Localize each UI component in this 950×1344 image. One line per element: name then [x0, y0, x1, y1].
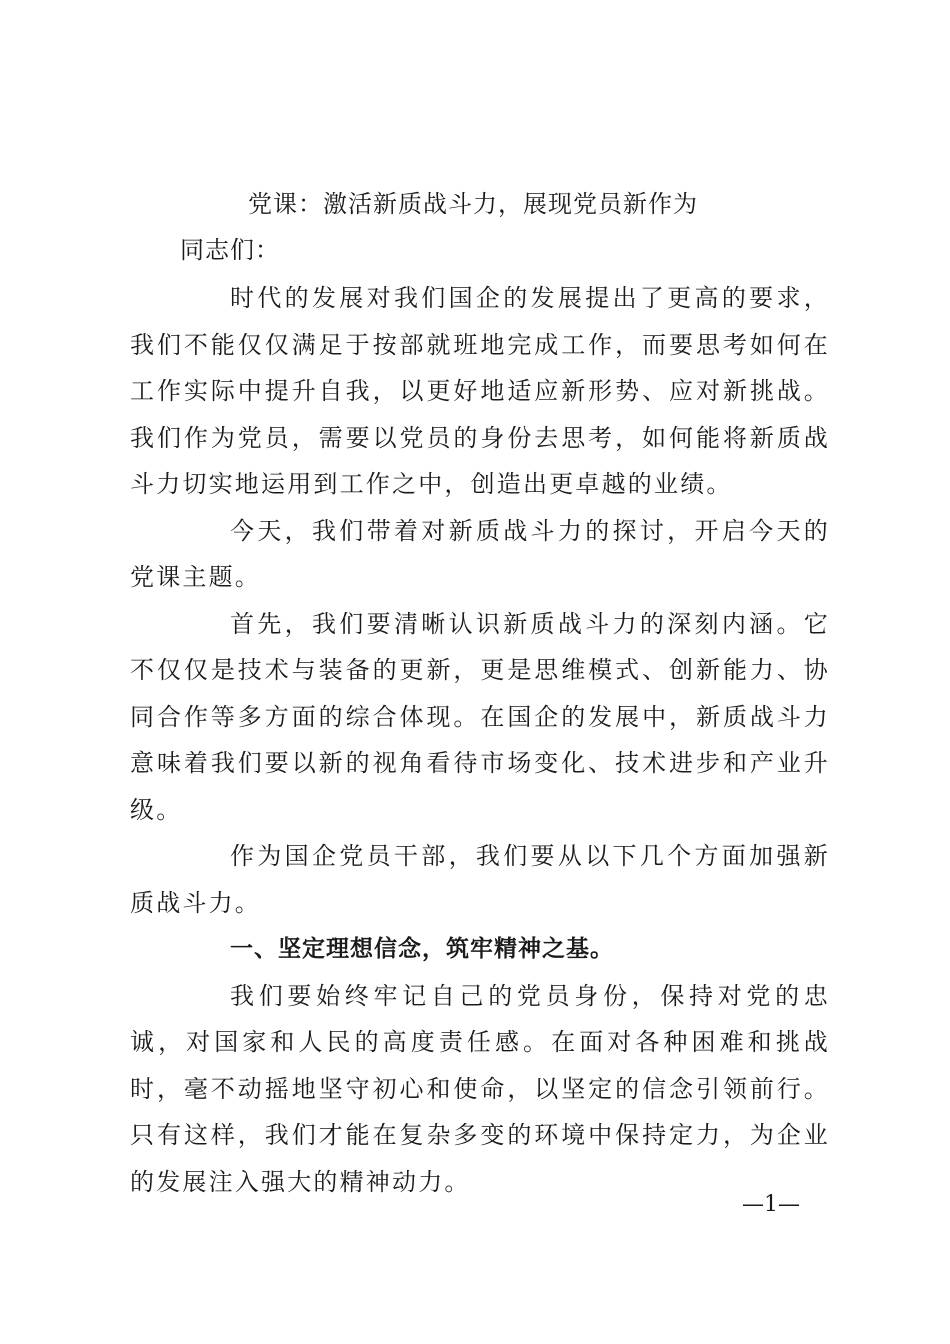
- paragraph-2: 今天，我们带着对新质战斗力的探讨，开启今天的党课主题。: [130, 516, 830, 591]
- document-title: 党课：激活新质战斗力，展现党员新作为: [248, 190, 698, 218]
- document-body: [130, 275, 830, 1205]
- paragraph-4: 作为国企党员干部，我们要从以下几个方面加强新质战斗力。: [130, 842, 830, 917]
- paragraph-3: 首先，我们要清晰认识新质战斗力的深刻内涵。它不仅仅是技术与装备的更新，更是思维模式、创新能力、协同合作等多方面的综合体现。在国企的发展中，新质战斗力意味着我们要以新的视角看待市场变化、技术进步和产业升级。: [130, 609, 830, 824]
- page-number: —1—: [742, 1192, 800, 1217]
- salutation: 同志们：: [180, 236, 280, 264]
- section-paragraph: 我们要始终牢记自己的党员身份，保持对党的忠诚，对国家和人民的高度责任感。在面对各种困难和挑战时，毫不动摇地坚守初心和使命，以坚定的信念引领前行。只有这样，我们才能在复杂多变的环境中保持定力，为企业的发展注入强大的精神动力。: [130, 981, 830, 1196]
- section-heading: 一、坚定理想信念，筑牢精神之基。: [230, 936, 614, 962]
- paragraph-1: 时代的发展对我们国企的发展提出了更高的要求，我们不能仅仅满足于按部就班地完成工作，而要思考如何在工作实际中提升自我，以更好地适应新形势、应对新挑战。我们作为党员，需要以党员的身份去思考，如何能将新质战斗力切实地运用到工作之中，创造出更卓越的业绩。: [130, 284, 830, 498]
